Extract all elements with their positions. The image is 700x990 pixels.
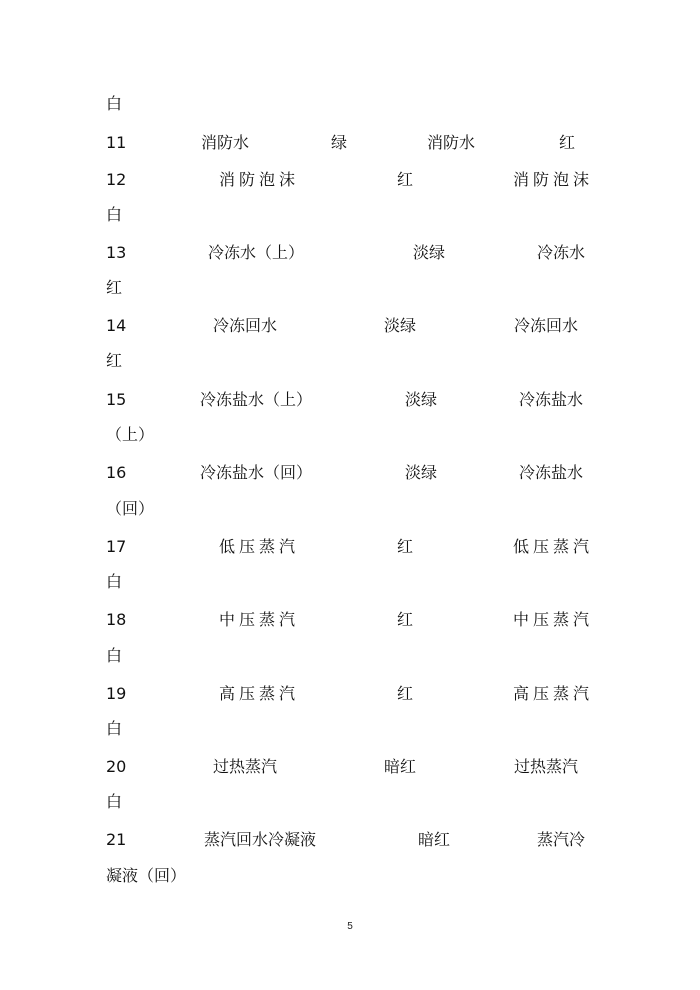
- row-continuation: （上）: [106, 425, 155, 444]
- mark-text: 消防泡沫: [513, 170, 594, 189]
- medium-name: 冷冻盐水（回）: [200, 463, 313, 482]
- mark-text: 低压蒸汽: [513, 537, 594, 556]
- row-number: 20: [106, 757, 127, 776]
- base-color: 红: [397, 610, 414, 629]
- row-continuation: 凝液（回）: [106, 866, 187, 885]
- row-number: 21: [106, 830, 127, 849]
- medium-name: 过热蒸汽: [213, 757, 278, 776]
- page-number: 5: [347, 921, 353, 932]
- row-number: 13: [106, 243, 127, 262]
- medium-name: 冷冻水（上）: [208, 243, 305, 262]
- mark-text: 冷冻回水: [514, 316, 579, 335]
- mark-text: 消防水: [427, 133, 476, 152]
- row-continuation: 白: [106, 572, 123, 591]
- base-color: 淡绿: [405, 390, 438, 409]
- mark-text: 冷冻盐水: [519, 390, 584, 409]
- row-continuation: （回）: [106, 499, 155, 518]
- medium-name: 低压蒸汽: [219, 537, 300, 556]
- medium-name: 冷冻回水: [213, 316, 278, 335]
- mark-text: 冷冻盐水: [519, 463, 584, 482]
- mark-text: 高压蒸汽: [513, 684, 594, 703]
- base-color: 淡绿: [405, 463, 438, 482]
- row-number: 17: [106, 537, 127, 556]
- mark-color: 红: [559, 133, 576, 152]
- row-number: 19: [106, 684, 127, 703]
- row-number: 15: [106, 390, 127, 409]
- row-continuation: 红: [106, 278, 123, 297]
- medium-name: 冷冻盐水（上）: [200, 390, 313, 409]
- row-number: 11: [106, 133, 127, 152]
- row-continuation: 白: [106, 94, 123, 113]
- base-color: 暗红: [418, 830, 451, 849]
- medium-name: 消防水: [201, 133, 250, 152]
- mark-text: 过热蒸汽: [514, 757, 579, 776]
- row-continuation: 红: [106, 351, 123, 370]
- row-number: 18: [106, 610, 127, 629]
- medium-name: 消防泡沫: [219, 170, 300, 189]
- row-continuation: 白: [106, 646, 123, 665]
- base-color: 红: [397, 537, 414, 556]
- row-continuation: 白: [106, 792, 123, 811]
- base-color: 红: [397, 170, 414, 189]
- mark-text: 冷冻水: [537, 243, 586, 262]
- row-continuation: 白: [106, 205, 123, 224]
- medium-name: 中压蒸汽: [219, 610, 300, 629]
- mark-text: 蒸汽冷: [537, 830, 586, 849]
- row-continuation: 白: [106, 719, 123, 738]
- base-color: 淡绿: [413, 243, 446, 262]
- row-number: 12: [106, 170, 127, 189]
- base-color: 暗红: [384, 757, 417, 776]
- mark-text: 中压蒸汽: [513, 610, 594, 629]
- base-color: 绿: [331, 133, 348, 152]
- medium-name: 蒸汽回水冷凝液: [204, 830, 317, 849]
- base-color: 红: [397, 684, 414, 703]
- row-number: 14: [106, 316, 127, 335]
- base-color: 淡绿: [384, 316, 417, 335]
- medium-name: 高压蒸汽: [219, 684, 300, 703]
- row-number: 16: [106, 463, 127, 482]
